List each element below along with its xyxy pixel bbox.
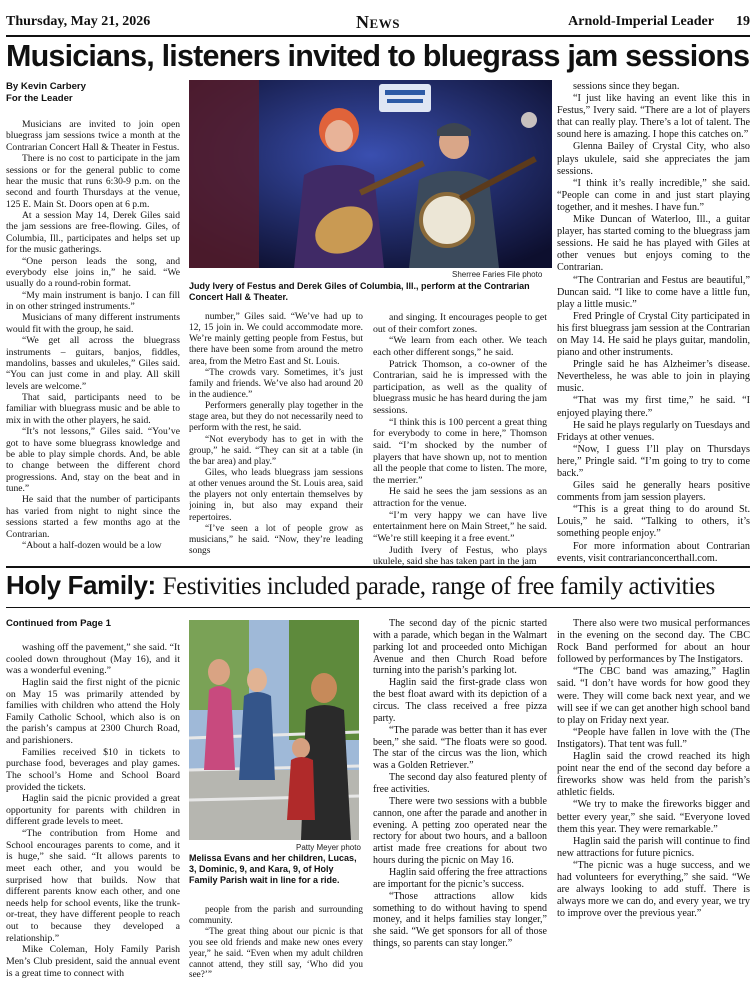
paragraph: “I just like having an event like this in Festus,” Ivery said. “There are a lot of players that can really play. There’s a lot of talent. The sound here is amazing. I hope this catches on.”	[557, 93, 750, 141]
paragraph: “We learn from each other. We teach each other different songs,” he said.	[373, 335, 547, 358]
paragraph: He said he plays regularly on Tuesdays and Fridays at other venues.	[557, 419, 750, 443]
paragraph: “Those attractions allow kids something to do without having to spend money, and it helps families stay longer,” she said. “We get sponsors for all of those things, so parents can stay longer.”	[373, 890, 547, 950]
paragraph: people from the parish and surrounding community.	[189, 904, 363, 925]
paragraph: Musicians are invited to join open bluegrass jam sessions twice a month at the Contrarian Concert Hall & Theater in Festus.	[6, 119, 180, 153]
paragraph: “I think it’s really incredible,” she said. “People can come in and just start playing together, and it meshes. I have fun.”	[557, 177, 750, 213]
paragraph: Haglin said the parish will continue to find new attractions for future picnics.	[557, 835, 750, 859]
paragraph: Haglin said the first-grade class won the best float award with its depiction of a circus. The class received a free pizza party.	[373, 677, 547, 724]
story1-headline: Musicians, listeners invited to bluegrass jam sessions	[6, 39, 750, 73]
paragraph: Haglin said the picnic provided a great opportunity for parents with children in different grade levels to meet.	[6, 793, 180, 828]
story1-column-3	[373, 312, 547, 568]
story2-column-2	[189, 904, 363, 980]
paragraph: The second day also featured plenty of free activities.	[373, 772, 547, 796]
page-header	[6, 10, 750, 34]
continued-from: Continued from Page 1	[6, 618, 112, 629]
family-waiting-image	[189, 620, 359, 840]
paragraph: “Now, I guess I’ll play on Thursdays here,” Pringle said. “I’m going to try to come back.”	[557, 443, 750, 479]
paragraph: Performers generally play together in the stage area, but they do not necessarily need to perform with the rest, he said.	[189, 401, 363, 434]
story2-deck: Festivities included parade, range of free family activities	[162, 573, 715, 600]
byline-author: By Kevin Carbery	[6, 81, 86, 92]
story2-column-4	[557, 618, 750, 980]
paragraph: Giles said he generally hears positive comments from jam session players.	[557, 480, 750, 504]
paragraph: “We try to make the fireworks bigger and better every year,” she said. “Everyone loved them this year. They were remarkable.”	[557, 799, 750, 835]
paragraph: Patrick Thomson, a co-owner of the Contrarian, said he is impressed with the participation, as well as the quality of bluegrass music he has heard during the jam sessions.	[373, 358, 547, 416]
paragraph: “I think this is 100 percent a great thing for everybody to come in here,” Thomson said. “I’m shocked by the number of players that have shown up, not to mention all the people that come to listen. The more, the merrier.”	[373, 416, 547, 486]
issue-date: Thursday, May 21, 2026	[6, 14, 151, 29]
story2-column-3	[373, 618, 547, 980]
paragraph: He said that the number of participants has varied from night to night since the sessions started a few months ago at the Contrarian.	[6, 494, 180, 540]
story2-headline	[6, 568, 750, 604]
paragraph: Judith Ivery of Festus, who plays ukulele, said she has taken part in the jam	[373, 544, 547, 568]
paragraph: Musicians of many different instruments would fit with the group, he said.	[6, 312, 180, 335]
paragraph: “I’ve seen a lot of people grow as musicians,” he said. “Now, they’re leading songs	[189, 523, 363, 556]
paragraph: sessions since they began.	[573, 81, 680, 92]
paragraph: “One person leads the song, and everybody else joins in,” he said. “We usually do a round-robin format.	[6, 255, 180, 290]
story1-caption: Judy Ivery of Festus and Derek Giles of Columbia, Ill., perform at the Contrarian Concert Hall & Theater.	[189, 281, 530, 302]
paragraph: Families received $10 in tickets to purchase food, beverages and play games. The school’s Home and School Board provided the tickets.	[6, 746, 180, 793]
paragraph: Pringle said he has Alzheimer’s disease. Nevertheless, he was able to join in playing music.	[557, 359, 750, 395]
paragraph: “I’m very happy we can have live entertainment here on Main Street,” he said. “We’re still keeping it a free event.”	[373, 509, 547, 544]
story1-column-1	[6, 81, 180, 568]
story2-photo-credit: Patty Meyer photo	[296, 843, 361, 852]
story1-column-2	[189, 312, 363, 568]
story2-rule	[6, 607, 750, 608]
paragraph: At a session May 14, Derek Giles said the jam sessions are free-flowing. Giles, of Columbia, Ill., participates and helps set up for the music gatherings.	[6, 210, 180, 256]
paragraph: There were two sessions with a bubble cannon, one after the parade and another in evening. A petting zoo operated near the rectory for about two hours, and a balloon artist made free creations for about two hours during the picnic on May 16.	[373, 795, 547, 867]
paragraph: Mike Coleman, Holy Family Parish Men’s Club president, said the annual event is a great time to connect with	[6, 944, 180, 979]
paragraph: Glenna Bailey of Crystal City, who also plays ukulele, said she appreciates the jam sessions.	[557, 141, 750, 177]
story2-caption: Melissa Evans and her children, Lucas, 3, Dominic, 9, and Kara, 9, of Holy Family Parish wait in line for a ride.	[189, 853, 357, 885]
story1-photo-credit: Sherree Faries File photo	[452, 270, 543, 279]
paragraph: The second day of the picnic started with a parade, which began in the Walmart parking lot and proceeded onto Michigan Avenue and then Church Road before turning into the parish’s parking lot.	[373, 618, 547, 677]
story2-column-1	[6, 618, 180, 980]
byline-org: For the Leader	[6, 93, 73, 104]
paragraph: “It’s not lessons,” Giles said. “You’ve got to have some bluegrass knowledge and be able to play simple chords. And, be able to change between the different chord progressions. And, stay on the beat and in tune.”	[6, 426, 180, 494]
musicians-performing-image	[189, 80, 552, 268]
bluegrass-photo	[189, 80, 552, 268]
paragraph: number,” Giles said. “We’ve had up to 12, 15 join in. We could accommodate more. We’re mainly getting people from Festus, but there have been some from around the metro area, from the Metro East and St. Louis.	[189, 312, 363, 367]
section-name: News	[356, 11, 400, 32]
paragraph: Haglin said offering the free attractions are important for the picnic’s success.	[373, 867, 547, 890]
paragraph: He said he sees the jam sessions as an attraction for the venue.	[373, 486, 547, 509]
byline	[6, 81, 180, 105]
story2-kicker: Holy Family:	[6, 570, 156, 600]
paragraph: “The Contrarian and Festus are beautiful,” Duncan said. “I like to come have a little fun, play a little music.”	[557, 274, 750, 310]
paragraph: “That was my first time,” he said. “I enjoyed playing there.”	[557, 395, 750, 419]
paragraph: “People have fallen in love with the (The Instigators). That tent was full.”	[557, 726, 750, 750]
paper-name: Arnold-Imperial Leader	[568, 14, 714, 29]
paragraph: “The CBC band was amazing,” Haglin said. “I don’t have words for how good they were. They will come back next year, and we will see if we can get another high school band to play on Friday next year.	[557, 666, 750, 726]
paragraph: “The picnic was a huge success, and we had volunteers for everything,” she said. “We are always looking to add stuff. There is always more we can do, and every year, we try to improve over the previous year.”	[557, 859, 750, 920]
paragraph: There also were two musical performances in the evening on the second day. The CBC Rock Band performed for about an hour followed by performances by The Instigators.	[557, 618, 750, 666]
paragraph: That said, participants need to be familiar with bluegrass music and be able to mix in with the other players, he said.	[6, 392, 180, 426]
paragraph: “About a half-dozen would be a low	[22, 539, 162, 551]
paragraph: washing off the pavement,” she said. “It cooled down throughout (May 16), and it was a wonderful evening.”	[6, 642, 180, 677]
paragraph: “The crowds vary. Sometimes, it’s just family and friends. We’ve also had around 20 in the audience.”	[189, 367, 363, 400]
paragraph: “We get all across the bluegrass instruments – guitars, banjos, fiddles, mandolins, basses and ukuleles,” Giles said. “You can just come in and play. All skill levels are welcome.”	[6, 335, 180, 392]
holy-family-photo	[189, 620, 359, 840]
paragraph: and singing. It encourages people to get out of their comfort zones.	[373, 312, 547, 335]
paragraph: Giles, who leads bluegrass jam sessions at other venues around the St. Louis area, said the players not only entertain themselves by joining in, but also may expand their repertoires.	[189, 467, 363, 523]
paragraph: “The parade was better than it has ever been,” she said. “The floats were so good. The star of the circus was the lion, which was a Golden Retriever.”	[373, 724, 547, 772]
paragraph: Fred Pringle of Crystal City participated in his first bluegrass jam session at the Contrarian on May 14. He said he plays guitar, mandolin, piano and other instruments.	[557, 310, 750, 359]
paragraph: “My main instrument is banjo. I can fill in on other stringed instruments.”	[6, 289, 180, 312]
paragraph: Haglin said the first night of the picnic on May 15 was primarily attended by families with children who attend the Holy Family Catholic School, which also is on the parish’s campus at 2300 Church Road, and parishioners.	[6, 676, 180, 746]
paragraph: Haglin said the crowd reached its high point near the end of the second day before a fireworks show was held from the parish’s athletic fields.	[557, 751, 750, 799]
page-number: 19	[736, 14, 750, 29]
paragraph: For more information about Contrarian events, visit contrarianconcerthall.com.	[557, 540, 750, 564]
paragraph: Mike Duncan of Waterloo, Ill., a guitar player, has started coming to the bluegrass jam sessions. He said he has played with Giles at other venues but enjoys coming to the Contrarian.	[557, 214, 750, 274]
paragraph: “This is a great thing to do around St. Louis,” he said. “Talking to others, it’s something people enjoy.”	[557, 504, 750, 540]
paragraph: “The great thing about our picnic is that you see old friends and make new ones every year,” he said. “Even when my adult children cannot attend, they still say, ‘Who did you see?’”	[189, 925, 363, 980]
paragraph: “The contribution from Home and School encourages parents to come, and it is huge,” she said. “It allows parents to meet each other, and you would be surprised how that builds. Now that different parents know each other, and one needs help for school events, like the trunk-or-treat, they have different people to reach out to because they developed a relationship.”	[6, 828, 180, 944]
paragraph: There is no cost to participate in the jam sessions or for the general public to come hear the music that runs 6:30-9 p.m. on the second and fourth Thursdays at the venue, 125 E. Main St. Doors open at 6 p.m.	[6, 153, 180, 210]
paragraph: “Not everybody has to get in with the group,” he said. “They can sit at a table (in the bar area) and play.”	[189, 434, 363, 467]
story1-column-4	[557, 81, 750, 568]
header-right	[400, 14, 750, 30]
